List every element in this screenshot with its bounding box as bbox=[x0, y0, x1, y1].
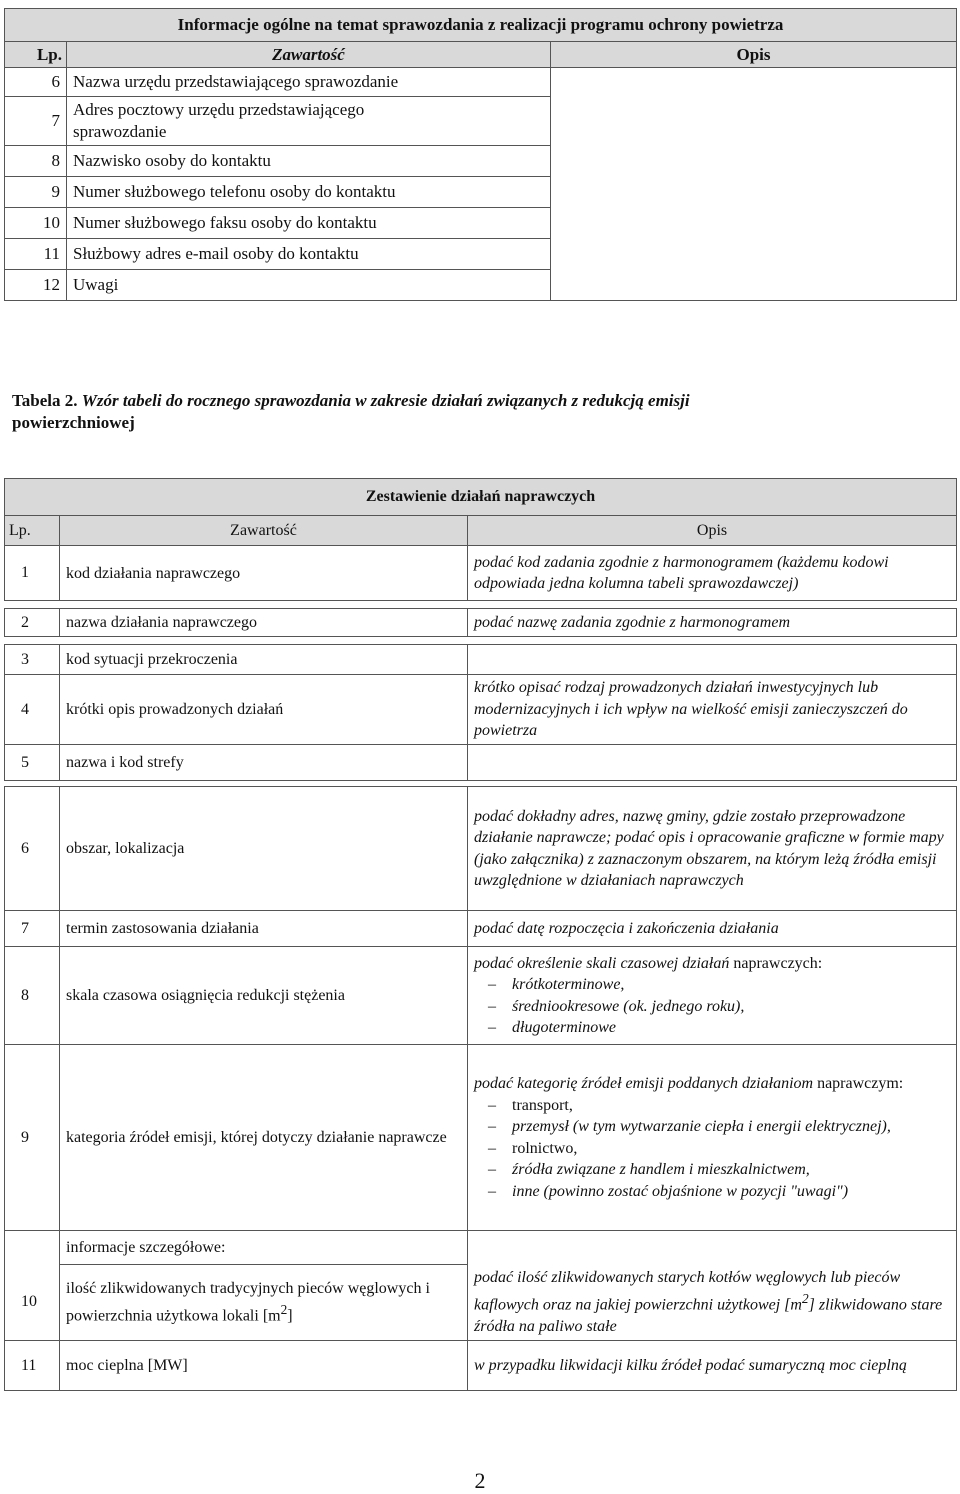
row-content: Numer służbowego telefonu osoby do kontaktu bbox=[67, 177, 551, 208]
row-content: Służbowy adres e-mail osoby do kontaktu bbox=[67, 239, 551, 270]
table-row bbox=[5, 609, 957, 637]
row-content: ilość zlikwidowanych tradycyjnych pieców węglowych i powierzchnia użytkowa lokali $[m^2]$ bbox=[60, 1265, 468, 1341]
row-content: nazwa działania naprawczego bbox=[60, 609, 468, 637]
row-content: obszar, lokalizacja bbox=[60, 787, 468, 911]
opis-cell bbox=[551, 68, 957, 301]
detail-info-heading: informacje szczegółowe: bbox=[60, 1231, 468, 1265]
row-number: 11 bbox=[5, 1341, 60, 1391]
table-header-row bbox=[5, 42, 957, 68]
row-description: podać dokładny adres, nazwę gminy, gdzie zostało przeprowadzone działanie naprawcze; podać opis i opracowanie graficzne w formie mapy (jako załącznika) z zaznaczonym obszarem, na którym leżą źródła emisji uwzględnione w działaniach naprawczych bbox=[468, 787, 957, 911]
table-header-row bbox=[5, 516, 957, 546]
general-info-table bbox=[4, 8, 957, 301]
row-content: Numer służbowego faksu osoby do kontaktu bbox=[67, 208, 551, 239]
header-zawartosc: Zawartość bbox=[67, 42, 551, 68]
table-row bbox=[5, 1265, 957, 1341]
header-lp: Lp. bbox=[5, 516, 60, 546]
row-number: 4 bbox=[5, 675, 60, 745]
header-zawartosc: Zawartość bbox=[60, 516, 468, 546]
row-number: 1 bbox=[5, 546, 60, 601]
row-content: Nazwa urzędu przedstawiającego sprawozdanie bbox=[67, 68, 551, 97]
table-row bbox=[5, 787, 957, 911]
row-description: podać ilość zlikwidowanych starych kotłów węglowych lub pieców kaflowych oraz na jakiej powierzchni użytkowej $[m^2]$ zlikwidowano stare źródła na paliwo stałe bbox=[468, 1265, 957, 1341]
table-row bbox=[5, 1045, 957, 1231]
row-description: w przypadku likwidacji kilku źródeł podać sumaryczną moc cieplną bbox=[468, 1341, 957, 1391]
table-row bbox=[5, 947, 957, 1045]
row-number: 7 bbox=[5, 97, 67, 146]
row-description: podać nazwę zadania zgodnie z harmonogramem bbox=[468, 609, 957, 637]
list-item: – krótkoterminowe, bbox=[474, 974, 950, 996]
row-content: Nazwisko osoby do kontaktu bbox=[67, 146, 551, 177]
row-number: 9 bbox=[5, 177, 67, 208]
row-number: 7 bbox=[5, 911, 60, 947]
row-description-intro: podać określenie skali czasowej działań bbox=[474, 954, 730, 972]
list-item: – transport, bbox=[474, 1095, 950, 1117]
row-number: 2 bbox=[5, 609, 60, 637]
row-content: Adres pocztowy urzędu przedstawiającego sprawozdanie bbox=[67, 97, 551, 146]
row-number: 8 bbox=[5, 947, 60, 1045]
row-description-intro: podać kategorię źródeł emisji poddanych działaniom bbox=[474, 1075, 814, 1092]
list-item: – źródła związane z handlem i mieszkalnictwem, bbox=[474, 1159, 950, 1181]
table-row bbox=[5, 1231, 957, 1265]
list-item: – inne (powinno zostać objaśnione w pozycji "uwagi") bbox=[474, 1181, 950, 1203]
row-description-intro-cont: naprawczym: bbox=[817, 1075, 904, 1092]
list-item: – rolnictwo, bbox=[474, 1138, 950, 1160]
row-content: nazwa i kod strefy bbox=[60, 745, 468, 781]
header-opis: Opis bbox=[468, 516, 957, 546]
list-item: – długoterminowe bbox=[474, 1017, 950, 1039]
row-content: kod sytuacji przekroczenia bbox=[60, 645, 468, 675]
row-number: 5 bbox=[5, 745, 60, 781]
timescale-list bbox=[474, 974, 950, 1039]
general-info-title: Informacje ogólne na temat sprawozdania z realizacji programu ochrony powietrza bbox=[5, 9, 957, 42]
row-number: 11 bbox=[5, 239, 67, 270]
row-description bbox=[468, 947, 957, 1045]
row-content: Uwagi bbox=[67, 270, 551, 301]
table-row bbox=[5, 911, 957, 947]
row-number: 8 bbox=[5, 146, 67, 177]
remedial-actions-title: Zestawienie działań naprawczych bbox=[5, 479, 957, 516]
row-number: 6 bbox=[5, 68, 67, 97]
table-row bbox=[5, 546, 957, 601]
row-description: krótko opisać rodzaj prowadzonych działań inwestycyjnych lub modernizacyjnych i ich wpływ na wielkość emisji zanieczyszczeń do powietrza bbox=[468, 675, 957, 745]
page-number: 2 bbox=[474, 1468, 486, 1493]
row-number: 12 bbox=[5, 270, 67, 301]
caption-text: Wzór tabeli do rocznego sprawozdania w zakresie działań związanych z redukcją emisji bbox=[81, 391, 690, 410]
row-description: podać datę rozpoczęcia i zakończenia działania bbox=[468, 911, 957, 947]
caption-text-continued: powierzchniowej bbox=[12, 413, 135, 432]
list-item: – przemysł (w tym wytwarzanie ciepła i energii elektrycznej), bbox=[474, 1116, 950, 1138]
list-item: – średniookresowe (ok. jednego roku), bbox=[474, 996, 950, 1018]
table-caption bbox=[12, 390, 950, 434]
row-content: kategoria źródeł emisji, której dotyczy działanie naprawcze bbox=[60, 1045, 468, 1231]
caption-label: Tabela 2. bbox=[12, 391, 78, 410]
header-opis: Opis bbox=[551, 42, 957, 68]
remedial-actions-table bbox=[4, 478, 957, 1391]
row-number: 10 bbox=[5, 208, 67, 239]
row-description bbox=[468, 745, 957, 781]
table-row bbox=[5, 1341, 957, 1391]
row-number: 6 bbox=[5, 787, 60, 911]
row-content: krótki opis prowadzonych działań bbox=[60, 675, 468, 745]
row-description-intro-cont: naprawczych: bbox=[733, 954, 823, 972]
table-row bbox=[5, 675, 957, 745]
row-description: podać kod zadania zgodnie z harmonogramem (każdemu kodowi odpowiada jedna kolumna tabeli sprawozdawczej) bbox=[468, 546, 957, 601]
table-row bbox=[5, 745, 957, 781]
header-lp: Lp. bbox=[5, 42, 67, 68]
row-content: moc cieplna [MW] bbox=[60, 1341, 468, 1391]
row-content: kod działania naprawczego bbox=[60, 546, 468, 601]
row-description bbox=[468, 1045, 957, 1231]
row-content: skala czasowa osiągnięcia redukcji stężenia bbox=[60, 947, 468, 1045]
table-row bbox=[5, 68, 957, 97]
source-category-list bbox=[474, 1095, 950, 1203]
table-row bbox=[5, 645, 957, 675]
row-description bbox=[468, 645, 957, 675]
row-number: 9 bbox=[5, 1045, 60, 1231]
row-number: 10 bbox=[5, 1265, 60, 1341]
row-number: 3 bbox=[5, 645, 60, 675]
row-content: termin zastosowania działania bbox=[60, 911, 468, 947]
